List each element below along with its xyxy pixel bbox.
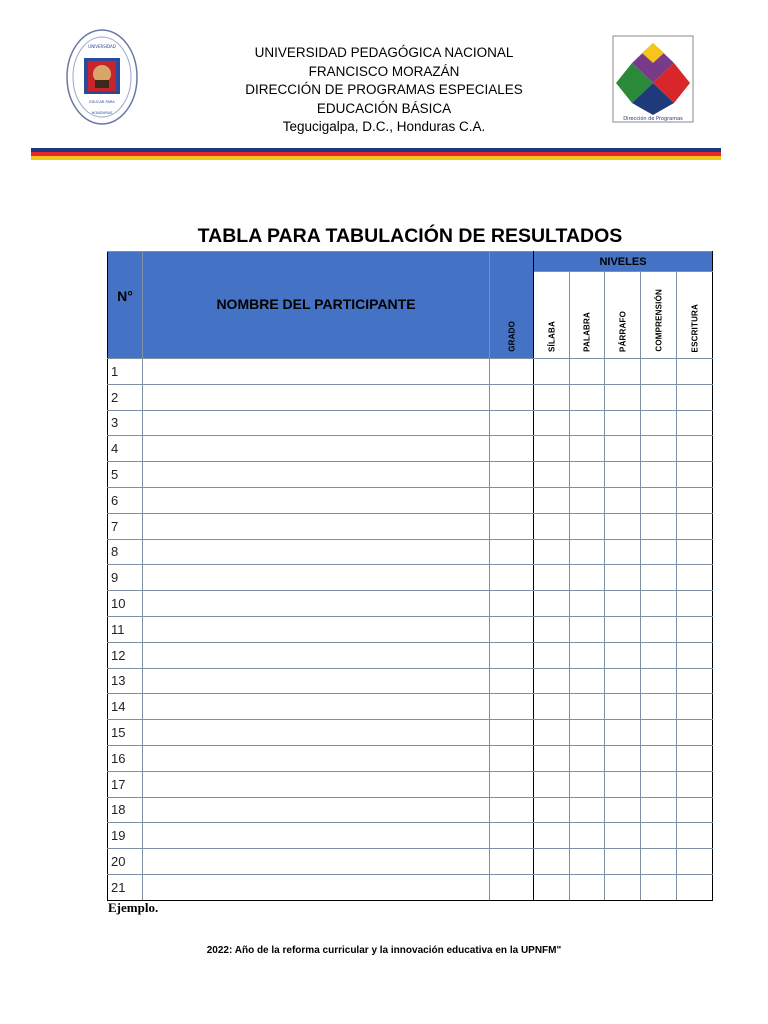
row-number: 13: [108, 668, 143, 694]
level-cell[interactable]: [570, 539, 605, 565]
level-cell[interactable]: [605, 720, 641, 746]
header-line-4: EDUCACIÓN BÁSICA: [316, 100, 452, 116]
level-cell[interactable]: [570, 487, 605, 513]
level-cell[interactable]: [677, 874, 713, 900]
header-grade: [490, 252, 534, 359]
header-line-1: UNIVERSIDAD PEDAGÓGICA NACIONAL: [254, 45, 514, 60]
row-number: 17: [108, 771, 143, 797]
level-cell[interactable]: [570, 771, 605, 797]
institution-header: [200, 44, 568, 137]
footer-slogan: 2022: Año de la reforma curricular y la innovación educativa en la UPNFM": [206, 945, 562, 956]
level-cell[interactable]: [570, 797, 605, 823]
level-cell[interactable]: [570, 849, 605, 875]
table-row: [108, 462, 713, 488]
grade-cell[interactable]: [490, 410, 534, 436]
header-level-silaba: [534, 272, 570, 359]
level-cell[interactable]: [677, 823, 713, 849]
level-cell[interactable]: [570, 359, 605, 385]
header-grade-label: GRADO: [507, 321, 516, 352]
level-cell[interactable]: [641, 823, 677, 849]
level-cell[interactable]: [677, 513, 713, 539]
row-number: 8: [108, 539, 143, 565]
grade-cell[interactable]: [490, 436, 534, 462]
table-row: [108, 384, 713, 410]
grade-cell[interactable]: [490, 694, 534, 720]
level-cell[interactable]: [605, 436, 641, 462]
level-cell[interactable]: [570, 745, 605, 771]
participant-name-cell[interactable]: [143, 771, 490, 797]
level-cell[interactable]: [605, 745, 641, 771]
row-number: 12: [108, 642, 143, 668]
header-level-escritura-label: ESCRITURA: [690, 303, 700, 352]
row-number: 1: [108, 359, 143, 385]
grade-cell[interactable]: [490, 849, 534, 875]
level-cell[interactable]: [641, 487, 677, 513]
participant-name-cell[interactable]: [143, 539, 490, 565]
header-level-silaba-label: SÍLABA: [547, 321, 556, 352]
row-number: 9: [108, 565, 143, 591]
grade-cell[interactable]: [490, 513, 534, 539]
results-table: [107, 251, 713, 901]
participant-name-cell[interactable]: [143, 591, 490, 617]
table-row: [108, 591, 713, 617]
table-row: [108, 745, 713, 771]
level-cell[interactable]: [534, 359, 570, 385]
grade-cell[interactable]: [490, 616, 534, 642]
grade-cell[interactable]: [490, 487, 534, 513]
level-cell[interactable]: [534, 745, 570, 771]
grade-cell[interactable]: [490, 462, 534, 488]
level-cell[interactable]: [641, 539, 677, 565]
level-cell[interactable]: [534, 694, 570, 720]
header-level-comprension-label: COMPRENSIÓN: [654, 289, 663, 352]
level-cell[interactable]: [570, 616, 605, 642]
table-row: [108, 359, 713, 385]
header-participant-name: NOMBRE DEL PARTICIPANTE: [143, 252, 490, 359]
participant-name-cell[interactable]: [143, 616, 490, 642]
level-cell[interactable]: [534, 565, 570, 591]
level-cell[interactable]: [677, 591, 713, 617]
svg-text:HONDURAS: HONDURAS: [91, 111, 113, 115]
level-cell[interactable]: [605, 565, 641, 591]
level-cell[interactable]: [570, 591, 605, 617]
participant-name-cell[interactable]: [143, 720, 490, 746]
level-cell[interactable]: [534, 642, 570, 668]
participant-name-cell[interactable]: [143, 642, 490, 668]
participant-name-cell[interactable]: [143, 565, 490, 591]
level-cell[interactable]: [534, 591, 570, 617]
level-cell[interactable]: [641, 359, 677, 385]
grade-cell[interactable]: [490, 668, 534, 694]
level-cell[interactable]: [605, 874, 641, 900]
participant-name-cell[interactable]: [143, 513, 490, 539]
level-cell[interactable]: [677, 694, 713, 720]
level-cell[interactable]: [570, 642, 605, 668]
participant-name-cell[interactable]: [143, 745, 490, 771]
participant-name-cell[interactable]: [143, 436, 490, 462]
row-number: 14: [108, 694, 143, 720]
table-row: [108, 668, 713, 694]
row-number: 21: [108, 874, 143, 900]
header-number: N°: [108, 252, 143, 359]
level-cell[interactable]: [570, 874, 605, 900]
level-cell[interactable]: [677, 487, 713, 513]
level-cell[interactable]: [641, 616, 677, 642]
table-row: [108, 410, 713, 436]
grade-cell[interactable]: [490, 720, 534, 746]
level-cell[interactable]: [534, 668, 570, 694]
level-cell[interactable]: [641, 745, 677, 771]
header-level-palabra-label: PALABRA: [582, 312, 592, 352]
level-cell[interactable]: [605, 849, 641, 875]
level-cell[interactable]: [641, 668, 677, 694]
level-cell[interactable]: [570, 513, 605, 539]
row-number: 19: [108, 823, 143, 849]
table-row: [108, 436, 713, 462]
level-cell[interactable]: [534, 410, 570, 436]
level-cell[interactable]: [534, 874, 570, 900]
level-cell[interactable]: [534, 539, 570, 565]
level-cell[interactable]: [677, 462, 713, 488]
level-cell[interactable]: [677, 797, 713, 823]
level-cell[interactable]: [641, 591, 677, 617]
table-row: [108, 487, 713, 513]
level-cell[interactable]: [641, 410, 677, 436]
grade-cell[interactable]: [490, 565, 534, 591]
level-cell[interactable]: [534, 823, 570, 849]
level-cell[interactable]: [534, 720, 570, 746]
table-row: [108, 539, 713, 565]
level-cell[interactable]: [677, 539, 713, 565]
row-number: 10: [108, 591, 143, 617]
participant-name-cell[interactable]: [143, 487, 490, 513]
participant-name-cell[interactable]: [143, 359, 490, 385]
level-cell[interactable]: [605, 487, 641, 513]
level-cell[interactable]: [605, 668, 641, 694]
level-cell[interactable]: [641, 849, 677, 875]
header-level-comprension: [641, 272, 677, 359]
level-cell[interactable]: [605, 823, 641, 849]
level-cell[interactable]: [534, 384, 570, 410]
level-cell[interactable]: [534, 849, 570, 875]
row-number: 11: [108, 616, 143, 642]
level-cell[interactable]: [570, 720, 605, 746]
level-cell[interactable]: [605, 694, 641, 720]
level-cell[interactable]: [641, 720, 677, 746]
table-row: [108, 694, 713, 720]
table-row: [108, 771, 713, 797]
level-cell[interactable]: [605, 359, 641, 385]
row-number: 20: [108, 849, 143, 875]
row-number: 16: [108, 745, 143, 771]
level-cell[interactable]: [641, 436, 677, 462]
color-stripes: [31, 148, 721, 160]
level-cell[interactable]: [534, 462, 570, 488]
level-cell[interactable]: [677, 384, 713, 410]
level-cell[interactable]: [641, 513, 677, 539]
table-row: [108, 616, 713, 642]
participant-name-cell[interactable]: [143, 823, 490, 849]
level-cell[interactable]: [570, 462, 605, 488]
level-cell[interactable]: [534, 771, 570, 797]
row-number: 6: [108, 487, 143, 513]
participant-name-cell[interactable]: [143, 797, 490, 823]
participant-name-cell[interactable]: [143, 462, 490, 488]
grade-cell[interactable]: [490, 359, 534, 385]
level-cell[interactable]: [641, 694, 677, 720]
header-levels-group: NIVELES: [534, 252, 713, 272]
row-number: 2: [108, 384, 143, 410]
level-cell[interactable]: [677, 720, 713, 746]
grade-cell[interactable]: [490, 591, 534, 617]
level-cell[interactable]: [570, 410, 605, 436]
table-row: [108, 874, 713, 900]
level-cell[interactable]: [534, 487, 570, 513]
row-number: 3: [108, 410, 143, 436]
table-row: [108, 720, 713, 746]
grade-cell[interactable]: [490, 642, 534, 668]
level-cell[interactable]: [677, 771, 713, 797]
level-cell[interactable]: [570, 823, 605, 849]
level-cell[interactable]: [534, 513, 570, 539]
level-cell[interactable]: [641, 462, 677, 488]
grade-cell[interactable]: [490, 874, 534, 900]
level-cell[interactable]: [570, 694, 605, 720]
svg-text:EDUCAR PARA: EDUCAR PARA: [89, 100, 115, 104]
grade-cell[interactable]: [490, 539, 534, 565]
row-number: 5: [108, 462, 143, 488]
table-row: [108, 565, 713, 591]
participant-name-cell[interactable]: [143, 874, 490, 900]
level-cell[interactable]: [605, 384, 641, 410]
participant-name-cell[interactable]: [143, 849, 490, 875]
participant-name-cell[interactable]: [143, 384, 490, 410]
row-number: 7: [108, 513, 143, 539]
level-cell[interactable]: [605, 513, 641, 539]
table-row: [108, 642, 713, 668]
level-cell[interactable]: [677, 436, 713, 462]
level-cell[interactable]: [677, 849, 713, 875]
grade-cell[interactable]: [490, 823, 534, 849]
level-cell[interactable]: [534, 616, 570, 642]
grade-cell[interactable]: [490, 797, 534, 823]
level-cell[interactable]: [605, 616, 641, 642]
example-label: Ejemplo.: [108, 900, 159, 915]
level-cell[interactable]: [641, 642, 677, 668]
row-number: 18: [108, 797, 143, 823]
participant-name-cell[interactable]: [143, 668, 490, 694]
grade-cell[interactable]: [490, 771, 534, 797]
table-row: [108, 797, 713, 823]
participant-name-cell[interactable]: [143, 694, 490, 720]
university-seal-icon: [66, 28, 138, 126]
level-cell[interactable]: [570, 384, 605, 410]
level-cell[interactable]: [677, 642, 713, 668]
header-line-5: Tegucigalpa, D.C., Honduras C.A.: [282, 119, 486, 134]
level-cell[interactable]: [677, 616, 713, 642]
header-level-parrafo-label: PÁRRAFO: [618, 311, 627, 352]
table-row: [108, 849, 713, 875]
programs-logo-icon: [612, 35, 694, 123]
level-cell[interactable]: [605, 591, 641, 617]
table-row: [108, 513, 713, 539]
header-level-escritura: [677, 272, 713, 359]
header-line-3: DIRECCIÓN DE PROGRAMAS ESPECIALES: [245, 82, 523, 97]
level-cell[interactable]: [641, 771, 677, 797]
level-cell[interactable]: [605, 642, 641, 668]
level-cell[interactable]: [677, 410, 713, 436]
level-cell[interactable]: [641, 797, 677, 823]
stripe-yellow: [31, 156, 721, 160]
grade-cell[interactable]: [490, 745, 534, 771]
table-row: [108, 823, 713, 849]
level-cell[interactable]: [641, 384, 677, 410]
svg-text:UNIVERSIDAD: UNIVERSIDAD: [88, 44, 116, 49]
participant-name-cell[interactable]: [143, 410, 490, 436]
level-cell[interactable]: [677, 668, 713, 694]
grade-cell[interactable]: [490, 384, 534, 410]
header-level-parrafo: [605, 272, 641, 359]
level-cell[interactable]: [605, 462, 641, 488]
level-cell[interactable]: [677, 565, 713, 591]
row-number: 15: [108, 720, 143, 746]
level-cell[interactable]: [605, 539, 641, 565]
level-cell[interactable]: [641, 874, 677, 900]
level-cell[interactable]: [605, 771, 641, 797]
table-title: TABLA PARA TABULACIÓN DE RESULTADOS: [197, 225, 623, 247]
level-cell[interactable]: [570, 668, 605, 694]
level-cell[interactable]: [641, 565, 677, 591]
row-number: 4: [108, 436, 143, 462]
level-cell[interactable]: [677, 359, 713, 385]
level-cell[interactable]: [570, 565, 605, 591]
level-cell[interactable]: [677, 745, 713, 771]
level-cell[interactable]: [570, 436, 605, 462]
level-cell[interactable]: [534, 436, 570, 462]
level-cell[interactable]: [534, 797, 570, 823]
level-cell[interactable]: [605, 797, 641, 823]
header-level-palabra: [570, 272, 605, 359]
svg-text:Dirección de Programas: Dirección de Programas: [623, 116, 683, 122]
level-cell[interactable]: [605, 410, 641, 436]
header-line-2: FRANCISCO MORAZÁN: [308, 63, 460, 79]
